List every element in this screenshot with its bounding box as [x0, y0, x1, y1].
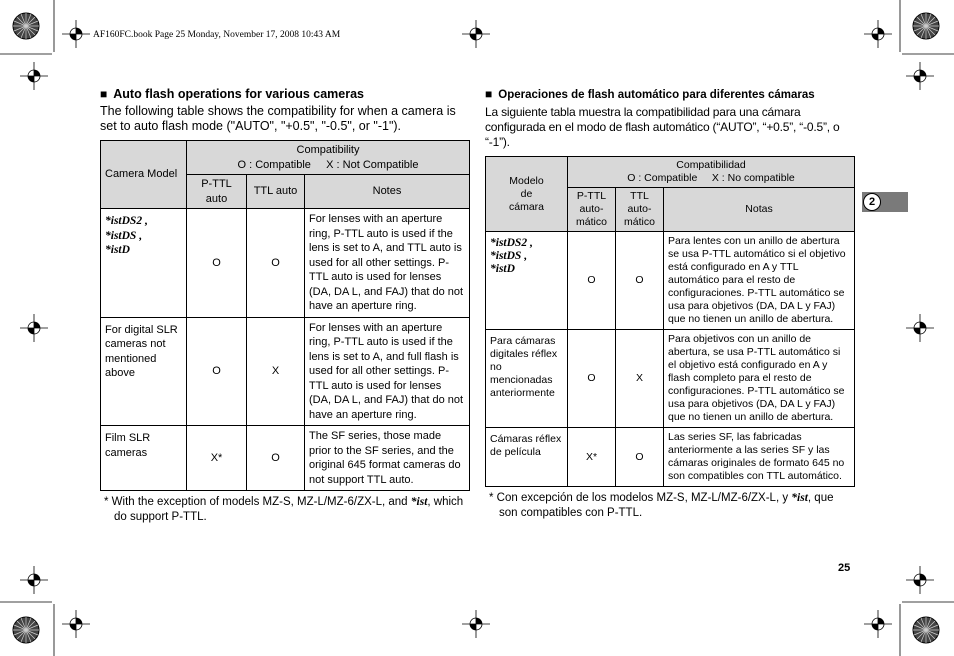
ttl-cell: O — [616, 428, 664, 487]
spanish-intro: La siguiente tabla muestra la compatibilidad para una cámara configurada en el modo de flash automático (“AUTO”, “+0.5”, “-0.5”, o “-1”). — [485, 105, 840, 149]
model-cell: Cámaras réflex de película — [486, 428, 568, 487]
notes-cell: Para lentes con un anillo de abertura se usa P-TTL automático si el objetivo está configurado en A y TTL automático para el resto de configuraciones. P-TTL automático se usa para objetivos (DA, DA L y FAJ) que no tienen un anillo de abertura. — [664, 232, 855, 330]
table-row — [486, 232, 855, 330]
col-notes-header: Notes — [305, 175, 470, 209]
model-cell: For digital SLR cameras not mentioned above — [101, 317, 187, 426]
pttl-cell: O — [568, 232, 616, 330]
file-header: AF160FC.book Page 25 Monday, November 17, 2008 10:43 AM — [93, 30, 341, 40]
pttl-cell: X* — [187, 426, 247, 491]
spanish-footnote: * Con excepción de los modelos MZ-S, MZ-L/MZ-6/ZX-L, y *ist, que son compatibles con P-TTL. — [489, 492, 834, 519]
english-section — [100, 87, 470, 525]
square-bullet-icon: ■ — [100, 87, 108, 101]
chapter-tab — [862, 192, 908, 212]
notes-cell: For lenses with an aperture ring, P-TTL auto is used if the lens is set to A, and full flash is used for all other settings. P-TTL auto is used for lenses (DA, DA L, and FAJ) that do not have an aperture ring. — [305, 317, 470, 426]
col-ttl-header: TTL auto — [247, 175, 305, 209]
page-number: 25 — [838, 562, 851, 574]
pttl-cell: O — [187, 317, 247, 426]
spanish-section — [485, 87, 855, 521]
col-model-header: Camera Model — [101, 141, 187, 209]
model-cell: *istDS2 , *istDS , *istD — [486, 232, 568, 330]
model-cell: Film SLR cameras — [101, 426, 187, 491]
spanish-compat-table — [485, 156, 855, 487]
spanish-title: ■ Operaciones de flash automático para diferentes cámaras — [485, 87, 815, 101]
table-row — [486, 330, 855, 428]
table-row — [101, 317, 470, 426]
col-pttl-header: P-TTL auto-mático — [568, 188, 616, 232]
notes-cell: Para objetivos con un anillo de abertura, se usa P-TTL automático si el objetivo está configurado en A y flash completo para el resto de configuraciones. P-TTL automático se usa para objetivos (DA, DA L y FAJ) que no tienen un anillo de abertura. — [664, 330, 855, 428]
square-bullet-icon: ■ — [485, 87, 493, 101]
model-cell: Para cámaras digitales réflex no mencionadas anteriormente — [486, 330, 568, 428]
notes-cell: Las series SF, las fabricadas anteriormente a las series SF y las cámaras originales de formato 645 no son compatibles con TTL automático. — [664, 428, 855, 487]
ttl-cell: O — [247, 426, 305, 491]
footnote-brand: *ist — [791, 492, 808, 504]
english-intro: The following table shows the compatibility for when a camera is set to auto flash mode ("AUTO", "+0.5", "-0.5", or "-1"). — [100, 104, 456, 133]
chapter-number: 2 — [863, 193, 881, 211]
english-compat-table — [100, 140, 470, 491]
english-title: ■ Auto flash operations for various cameras — [100, 87, 365, 101]
table-row — [101, 209, 470, 318]
english-footnote: * With the exception of models MZ-S, MZ-L/MZ-6/ZX-L, and *ist, which do support P-TTL. — [104, 496, 464, 523]
notes-cell: The SF series, those made prior to the SF series, and the original 645 format cameras do not support TTL auto. — [305, 426, 470, 491]
pttl-cell: O — [568, 330, 616, 428]
model-cell: *istDS2 , *istDS , *istD — [101, 209, 187, 318]
col-pttl-header: P-TTL auto — [187, 175, 247, 209]
col-ttl-header: TTL auto-mático — [616, 188, 664, 232]
compat-header: Compatibility O : Compatible X : Not Compatible — [187, 141, 470, 175]
pttl-cell: O — [187, 209, 247, 318]
ttl-cell: X — [616, 330, 664, 428]
col-model-header: Modelo de cámara — [486, 157, 568, 232]
ttl-cell: O — [247, 209, 305, 318]
compat-header: Compatibilidad O : Compatible X : No compatible — [568, 157, 855, 188]
notes-cell: For lenses with an aperture ring, P-TTL auto is used if the lens is set to A, and TTL auto is used for all other settings. P-TTL auto is used for lenses (DA, DA L, and FAJ) that do not have an aperture ring. — [305, 209, 470, 318]
pttl-cell: X* — [568, 428, 616, 487]
table-row — [101, 426, 470, 491]
footnote-brand: *ist — [410, 496, 428, 508]
ttl-cell: O — [616, 232, 664, 330]
ttl-cell: X — [247, 317, 305, 426]
table-row — [486, 428, 855, 487]
col-notes-header: Notas — [664, 188, 855, 232]
